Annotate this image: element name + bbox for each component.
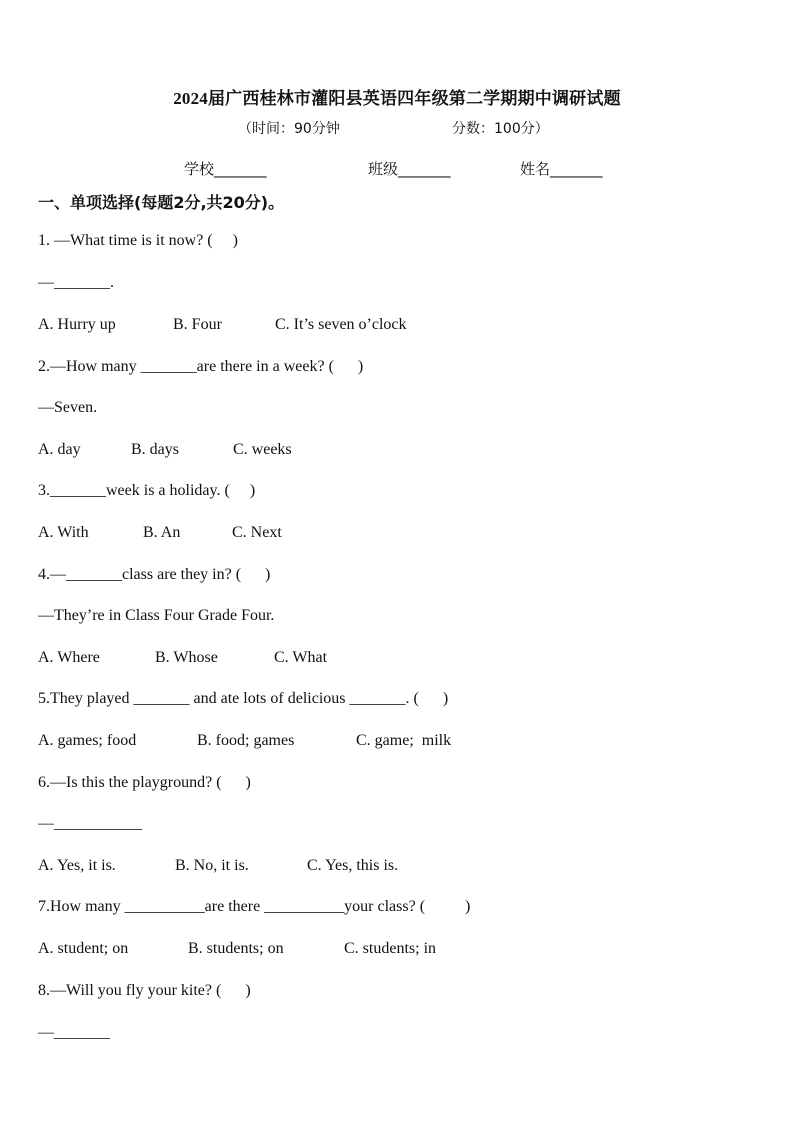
question-7-option-c: C. students; in: [344, 940, 437, 957]
class-field: 班级_______: [368, 160, 451, 178]
section-heading: 一、单项选择(每题2分,共20分)。: [38, 193, 285, 212]
question-6-stem: 6.—Is this the playground? ( ): [38, 774, 251, 791]
question-2-option-a: A. day: [38, 441, 81, 458]
question-3-option-b: B. An: [143, 524, 181, 541]
question-7-option-b: B. students; on: [188, 940, 284, 957]
question-2-option-c: C. weeks: [233, 441, 292, 458]
question-4-option-a: A. Where: [38, 649, 100, 666]
question-5-option-b: B. food; games: [197, 732, 295, 749]
question-6-option-c: C. Yes, this is.: [307, 857, 399, 874]
question-7-option-a: A. student; on: [38, 940, 129, 957]
question-3-option-a: A. With: [38, 524, 89, 541]
question-6-option-b: B. No, it is.: [175, 857, 249, 874]
question-7-stem: 7.How many __________are there __________your class? ( ): [38, 898, 471, 915]
question-5-stem: 5.They played _______ and ate lots of delicious _______. ( ): [38, 690, 449, 707]
question-3-stem: 3._______week is a holiday. ( ): [38, 482, 256, 499]
question-2-answer-line: —Seven.: [38, 399, 98, 416]
question-5-option-a: A. games; food: [38, 732, 137, 749]
question-8-stem: 8.—Will you fly your kite? ( ): [38, 982, 251, 999]
question-1-stem: 1. —What time is it now? ( ): [38, 232, 238, 249]
question-4-stem: 4.—_______class are they in? ( ): [38, 566, 271, 583]
school-field: 学校_______: [184, 160, 267, 178]
question-1-option-c: C. It’s seven o’clock: [275, 316, 407, 333]
question-5-option-c: C. game; milk: [356, 732, 452, 749]
question-1-option-a: A. Hurry up: [38, 316, 116, 333]
question-6-option-a: A. Yes, it is.: [38, 857, 116, 874]
question-6-answer-line: —___________: [38, 815, 142, 832]
question-1-option-b: B. Four: [173, 316, 222, 333]
question-4-answer-line: —They’re in Class Four Grade Four.: [38, 607, 275, 624]
question-2-stem: 2.—How many _______are there in a week? ( ): [38, 358, 364, 375]
question-4-option-c: C. What: [274, 649, 328, 666]
exam-time: （时间：90分钟: [238, 121, 340, 137]
name-field: 姓名_______: [520, 160, 603, 178]
question-2-option-b: B. days: [131, 441, 179, 458]
question-4-option-b: B. Whose: [155, 649, 218, 666]
page-title: 2024届广西桂林市灌阳县英语四年级第二学期期中调研试题: [173, 89, 621, 108]
exam-score: 分数：100分）: [452, 121, 549, 137]
question-1-answer-line: —_______.: [38, 274, 114, 291]
question-3-option-c: C. Next: [232, 524, 282, 541]
question-8-answer-line: —_______: [38, 1024, 110, 1041]
